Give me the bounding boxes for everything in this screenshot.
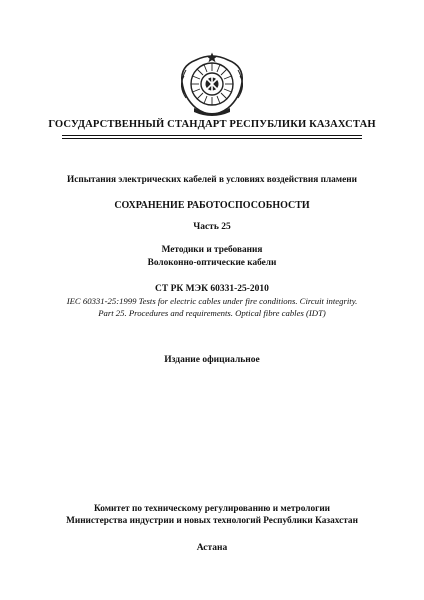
committee-line-1: Комитет по техническому регулированию и метрологии [93, 504, 331, 514]
subtitle-optical-cables: Волоконно-оптические кабели [147, 258, 277, 268]
header-rule-thick [62, 135, 362, 136]
part-label: Часть 25 [193, 222, 231, 232]
document-title: СОХРАНЕНИЕ РАБОТОСПОСОБНОСТИ [114, 200, 310, 211]
standard-header: ГОСУДАРСТВЕННЫЙ СТАНДАРТ РЕСПУБЛИКИ КАЗАХСТАН [48, 119, 376, 130]
subject-line: Испытания электрических кабелей в условиях воздействия пламени [67, 175, 357, 185]
iec-reference-line-2: Part 25. Procedures and requirements. Optical fibre cables (IDT) [98, 308, 326, 318]
publication-city: Астана [196, 543, 228, 553]
kazakhstan-state-emblem-icon [176, 52, 248, 120]
committee-line-2: Министерства индустрии и новых технологий Республики Казахстан [66, 516, 358, 526]
standard-designation: СТ РК МЭК 60331-25-2010 [155, 284, 269, 294]
edition-label: Издание официальное [164, 355, 260, 365]
subtitle-procedures: Методики и требования [161, 245, 263, 255]
header-rule-thin [62, 138, 362, 139]
iec-reference-line-1: IEC 60331-25:1999 Tests for electric cables under fire conditions. Circuit integrity. [66, 296, 358, 306]
